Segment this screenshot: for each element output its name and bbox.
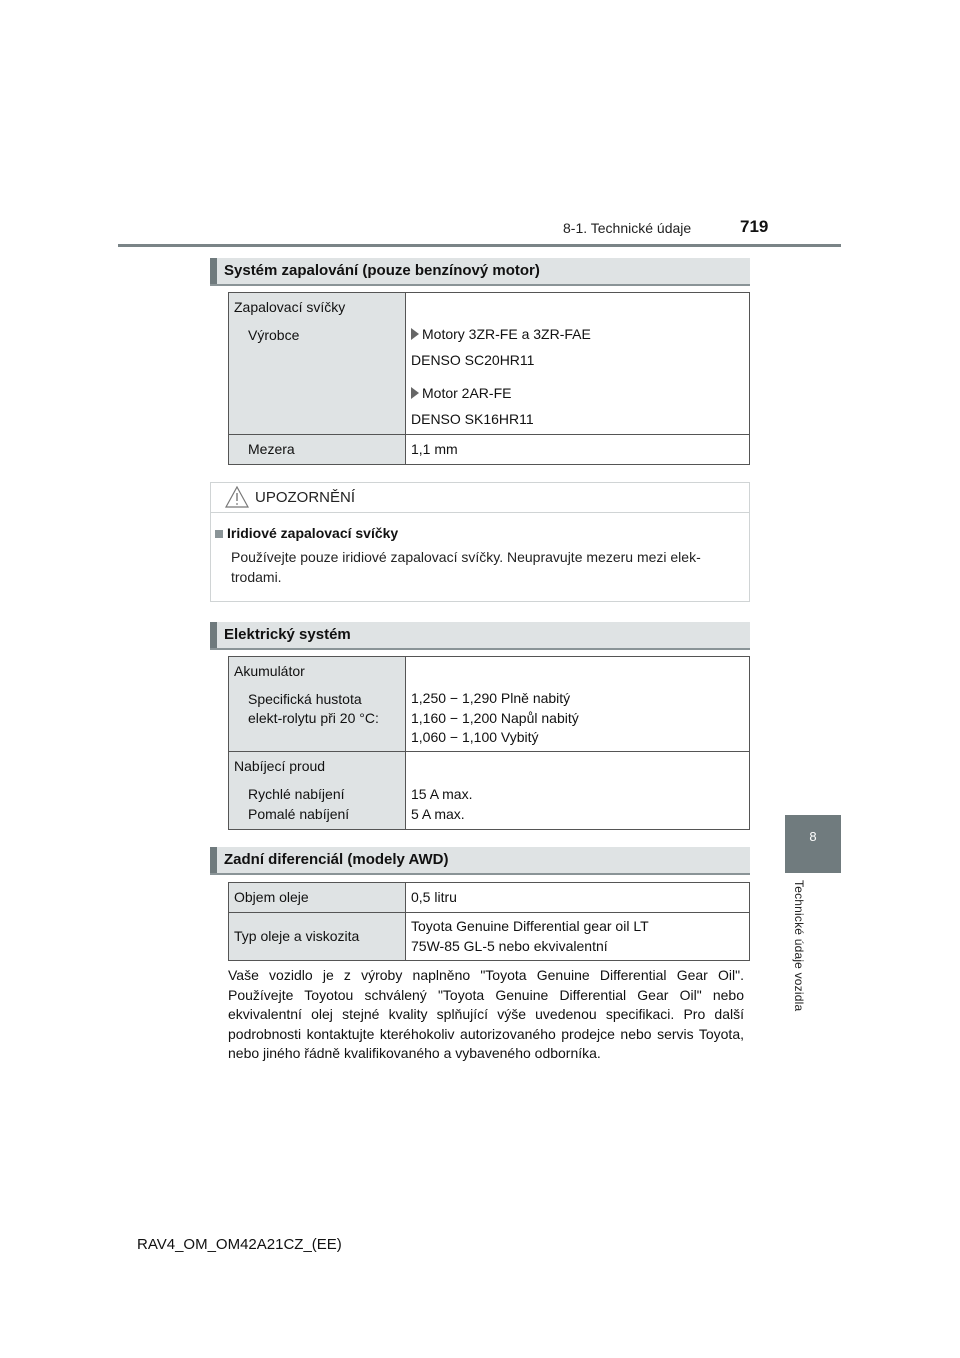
slow-charge-label: Pomalé nabíjení — [248, 805, 350, 822]
section-title: 8-1. Technické údaje — [563, 220, 692, 236]
header-rule — [118, 244, 841, 247]
spark-plug-label: Zapalovací svíčky — [234, 299, 346, 315]
caution-body: Používejte pouze iridiové zapalovací svíčky. Neupravujte mezeru mezi elek-trodami. — [231, 549, 701, 585]
oil-volume-label-cell — [229, 883, 406, 913]
differential-table — [228, 882, 750, 961]
slow-charge-value: 5 A max. — [411, 805, 465, 822]
gap-label: Mezera — [248, 441, 295, 457]
differential-heading-text: Zadní diferenciál (modely AWD) — [224, 851, 449, 868]
plug-2ar: DENSO SK16HR11 — [411, 411, 534, 427]
differential-heading — [210, 847, 750, 875]
density-empty: 1,060 − 1,100 Vybitý — [411, 729, 539, 745]
oil-type-value-1: Toyota Genuine Differential gear oil LT — [411, 918, 649, 934]
footer-doc-id: RAV4_OM_OM42A21CZ_(EE) — [137, 1236, 342, 1253]
oil-type-value-2: 75W-85 GL-5 nebo ekvivalentní — [411, 937, 608, 954]
chapter-title: Technické údaje vozidla — [792, 880, 806, 1012]
ignition-table — [228, 292, 750, 465]
electrical-table — [228, 656, 750, 830]
oil-type-value-cell — [406, 913, 750, 961]
caution-box — [210, 482, 750, 602]
oil-volume-value-cell — [406, 883, 750, 913]
ignition-heading-text: Systém zapalování (pouze benzínový motor) — [224, 262, 540, 279]
spark-plug-values-cell — [406, 293, 750, 435]
electrical-heading — [210, 622, 750, 650]
chapter-tab: 8 — [785, 815, 841, 873]
ignition-heading — [210, 258, 750, 286]
engine-2ar: Motor 2AR-FE — [411, 384, 744, 403]
engine-3zr: Motory 3ZR-FE a 3ZR-FAE — [411, 325, 744, 344]
spark-plug-label-cell — [229, 293, 406, 435]
oil-volume-label: Objem oleje — [234, 889, 309, 905]
density-label: Specifická hustota elekt-rolytu při 20 °C: — [248, 691, 379, 726]
fast-charge-label: Rychlé nabíjení — [248, 786, 345, 802]
electrical-heading-text: Elektrický systém — [224, 626, 351, 643]
battery-label-cell — [229, 657, 406, 752]
differential-note: Vaše vozidlo je z výroby naplněno "Toyota Genuine Differential Gear Oil". Používejte Toyotou schválený "Toyota Genuine Differential Gear Oil" nebo ekvivalentní olej stejné kvality splňující výše uvedenou specifikaci. Pro další podrobnosti kontaktujte kteréhokoliv autorizovaného prodejce nebo servis Toyota, nebo jiného řádně kvalifikovaného a vybaveného odborníka. — [228, 967, 744, 1061]
density-full: 1,250 − 1,290 Plně nabitý — [411, 690, 571, 706]
gap-value-cell — [406, 435, 750, 465]
oil-type-label-cell — [229, 913, 406, 961]
arrow-icon — [411, 328, 419, 340]
caution-subtitle: Iridiové zapalovací svíčky — [215, 525, 398, 541]
charge-label-cell — [229, 752, 406, 830]
charge-label: Nabíjecí proud — [234, 758, 326, 774]
density-half: 1,160 − 1,200 Napůl nabitý — [411, 709, 579, 726]
bullet-square-icon — [215, 530, 223, 538]
gap-label-cell — [229, 435, 406, 465]
oil-volume-value: 0,5 litru — [411, 889, 457, 905]
caution-title: UPOZORNĚNÍ — [255, 489, 356, 506]
battery-label: Akumulátor — [234, 663, 305, 679]
page-number: 719 — [740, 217, 769, 236]
charge-values-cell — [406, 752, 750, 830]
plug-3zr: DENSO SC20HR11 — [411, 352, 535, 368]
maker-label: Výrobce — [248, 327, 300, 343]
gap-value: 1,1 mm — [411, 441, 458, 457]
fast-charge-value: 15 A max. — [411, 786, 473, 802]
arrow-icon — [411, 387, 419, 399]
caution-header — [211, 483, 749, 513]
oil-type-label: Typ oleje a viskozita — [234, 928, 360, 944]
density-values-cell — [406, 657, 750, 752]
warning-icon — [225, 486, 249, 508]
